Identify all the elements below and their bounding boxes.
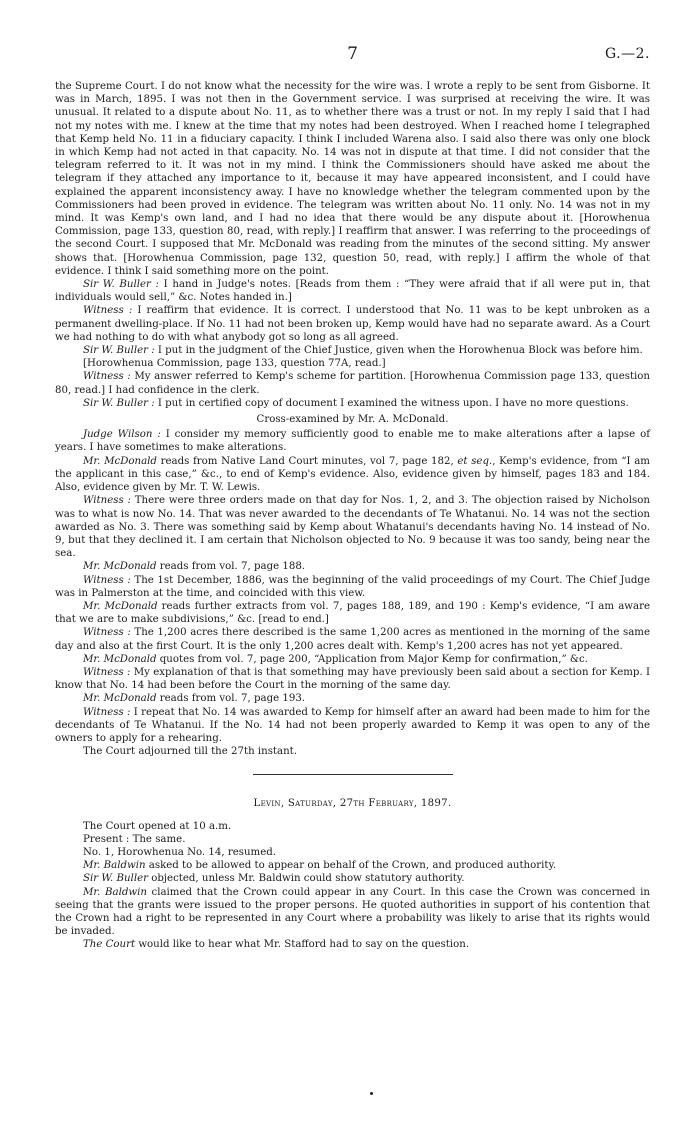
paragraph xyxy=(55,872,650,885)
speaker-name: Mr. McDonald xyxy=(83,693,157,705)
paragraph-text: , Kemp's evidence, from “I am the applicant in this case,” &c., to end of Kemp's evidence. Also, evidence given by himself, pages 183 and 184. Also, evidence given by Mr. T. W. Lewis. xyxy=(55,455,650,494)
document-reference: G.—2. xyxy=(605,46,650,62)
paragraph-text: I consider my memory sufficiently good to enable me to make alterations after a lapse of years. I have sometimes to make alterations. xyxy=(55,429,651,454)
paragraph: [Horowhenua Commission, page 133, question 77A, read.] xyxy=(83,358,386,370)
paragraph: The Court adjourned till the 27th instant. xyxy=(83,746,297,758)
paragraph-text: objected, unless Mr. Baldwin could show statutory authority. xyxy=(147,873,465,885)
paragraph-text: The 1,200 acres there described is the same 1,200 acres as mentioned in the morning of the same day and also at the first Court. It is the only 1,200 acres dealt with. Kemp's 1,200 acres has not yet appeared. xyxy=(55,627,650,652)
paragraph xyxy=(55,653,650,666)
speaker-name: Mr. McDonald xyxy=(83,455,157,467)
paragraph-text: claimed that the Crown could appear in any Court. In this case the Crown was concerned in seeing that the grants were issued to the proper persons. He quoted authorities in support of his contention that the Crown had a right to be represented in any Court where a probability was likely to arise that its rights would be invaded. xyxy=(55,886,650,938)
paragraph-text: asked to be allowed to appear on behalf of the Crown, and produced authority. xyxy=(145,860,557,872)
paragraph xyxy=(55,859,650,872)
date-heading: Levin, Saturday, 27th February, 1897. xyxy=(253,798,452,810)
paragraph xyxy=(55,574,650,600)
section-divider xyxy=(253,774,453,775)
paragraph-text: reads from vol. 7, page 193. xyxy=(156,693,306,705)
paragraph-text: reads from vol. 7, page 188. xyxy=(156,561,306,573)
paragraph xyxy=(55,344,650,357)
speaker-name: Mr. McDonald xyxy=(83,600,158,612)
speaker-name: Sir W. Buller xyxy=(83,873,148,885)
paragraph: The Court opened at 10 a.m. xyxy=(83,820,232,832)
paragraph-text: I repeat that No. 14 was awarded to Kemp for himself after an award had been made to him for the decendants of Te Whatanui. If the No. 14 had not been properly awarded to Kemp it was open to any of the owners to apply for a rehearing. xyxy=(55,706,650,744)
paragraph xyxy=(55,706,650,746)
paragraph-text: I put in certified copy of document I examined the witness upon. I have no more questions. xyxy=(154,397,629,409)
page-number: 7 xyxy=(347,44,358,64)
speaker-name: Sir W. Buller : xyxy=(83,279,159,291)
section-heading: Cross-examined by Mr. A. McDonald. xyxy=(256,414,449,426)
paragraph-text: reads from Native Land Court minutes, vol 7, page 182, xyxy=(156,455,458,467)
paragraph xyxy=(55,397,650,410)
paragraph-text: I put in the judgment of the Chief Justice, given when the Horowhenua Block was before him. xyxy=(154,345,643,357)
speaker-name: Mr. McDonald xyxy=(83,653,157,665)
paragraph xyxy=(55,938,650,951)
speaker-name: Sir W. Buller : xyxy=(83,397,155,409)
paragraph-text: reads further extracts from vol. 7, pages 188, 189, and 190 : Kemp's evidence, “I am aware that we are to make subdivisions,” &c. [read to end.] xyxy=(55,600,650,626)
body-text xyxy=(55,80,650,952)
speaker-name: Mr. Baldwin xyxy=(83,860,146,872)
speaker-name: The Court xyxy=(83,939,136,951)
paragraph-text: My answer referred to Kemp's scheme for partition. [Horowhenua Commission page 133, question 80, read.] I had confidence in the clerk. xyxy=(55,371,650,396)
speaker-name: Witness : xyxy=(83,371,131,383)
speaker-name: Mr. Baldwin xyxy=(83,886,147,898)
speaker-name: Judge Wilson : xyxy=(83,429,161,441)
paragraph-text: There were three orders made on that day for Nos. 1, 2, and 3. The objection raised by Nicholson was to what is now No. 14. That was never awarded to the decendants of Te Whatanui. No. 14 was not the section awarded as No. 3. There was something said by Kemp about Whatanui's decendants having No. 14 instead of No. 9, but that they declined it. I am certain that Nicholson objected to No. 9 because it was too sandy, being near the sea. xyxy=(55,495,650,560)
speaker-name: Witness : xyxy=(83,706,131,718)
speaker-name: Witness : xyxy=(83,495,131,507)
paragraph-text: I hand in Judge's notes. [Reads from them : “They were afraid that if all were put in, that individuals would sell,” &c. Notes handed in.] xyxy=(55,279,650,304)
speaker-name: Witness : xyxy=(83,666,131,678)
paragraph xyxy=(55,692,650,705)
paragraph xyxy=(55,304,650,344)
page-mark xyxy=(370,1092,373,1095)
paragraph: the Supreme Court. I do not know what the necessity for the wire was. I wrote a reply to be sent from Gisborne. It was in March, 1895. I was not then in the Government service. I was surprised at receiving the wire. It was unusual. It related to a dispute about No. 11, as to whether there was a trust or not. In my reply I said that I had not my notes with me. I knew at the time that my notes had been destroyed. When I reached home I telegraphed that Kemp held No. 11 in a fiduciary capacity. I think I included Warena also. I said also there was only one block in which Kemp had not acted in that capacity. No. 14 was not in dispute at that time. I did not consider that the telegram referred to it. It was not in my mind. I think the Commissioners should have asked me about the telegram if they attached any importance to it, because it may have appeared inconsistent, and I could have explained the apparent inconsistency away. I have no knowledge whether the telegram commented upon by the Commissioners had been proved in evidence. The telegram was written about No. 11 only. No. 14 was not in my mind. It was Kemp's own land, and I had no idea that there would be any dispute about it. [Horowhenua Commission, page 133, question 80, read, with reply.] I reaffirm that answer. I was referring to the proceedings of the second Court. I supposed that Mr. McDonald was reading from the minutes of the second sitting. My answer shows that. [Horowhenua Commission, page 132, question 50, read, with reply.] I affirm the whole of that evidence. I think I said something more on the point. xyxy=(55,81,650,277)
speaker-name: Sir W. Buller : xyxy=(83,345,155,357)
paragraph xyxy=(55,428,650,454)
paragraph xyxy=(55,278,650,304)
paragraph: Present : The same. xyxy=(83,833,186,845)
paragraph xyxy=(55,455,650,495)
speaker-name: Witness : xyxy=(83,305,133,317)
paragraph xyxy=(55,494,650,560)
paragraph: No. 1, Horowhenua No. 14, resumed. xyxy=(83,846,276,858)
paragraph xyxy=(55,626,650,652)
paragraph xyxy=(55,370,650,396)
paragraph xyxy=(55,666,650,692)
paragraph-text: My explanation of that is that something may have previously been said about a section for Kemp. I know that No. 14 had been before the Court in the morning of the same day. xyxy=(55,666,650,692)
speaker-name: Mr. McDonald xyxy=(83,561,157,573)
paragraph-text: I reaffirm that evidence. It is correct. I understood that No. 11 was to be kept unbroken as a permanent dwelling-place. If No. 11 had not been broken up, Kemp would have had no separate award. As a Court we had nothing to do with what anybody got so long as all agreed. xyxy=(55,305,650,343)
paragraph-text: The 1st December, 1886, was the beginning of the valid proceedings of my Court. The Chief Judge was in Palmerston at the time, and coincided with this view. xyxy=(55,574,650,599)
paragraph-text: would like to hear what Mr. Stafford had to say on the question. xyxy=(135,939,470,951)
italic-phrase: et seq. xyxy=(457,455,493,467)
paragraph xyxy=(55,560,650,573)
paragraph xyxy=(55,600,650,626)
speaker-name: Witness : xyxy=(83,574,131,586)
paragraph-text: quotes from vol. 7, page 200, “Application from Major Kemp for confirmation,” &c. xyxy=(156,653,588,665)
page-header xyxy=(55,44,650,80)
speaker-name: Witness : xyxy=(83,627,131,639)
paragraph xyxy=(55,886,650,939)
